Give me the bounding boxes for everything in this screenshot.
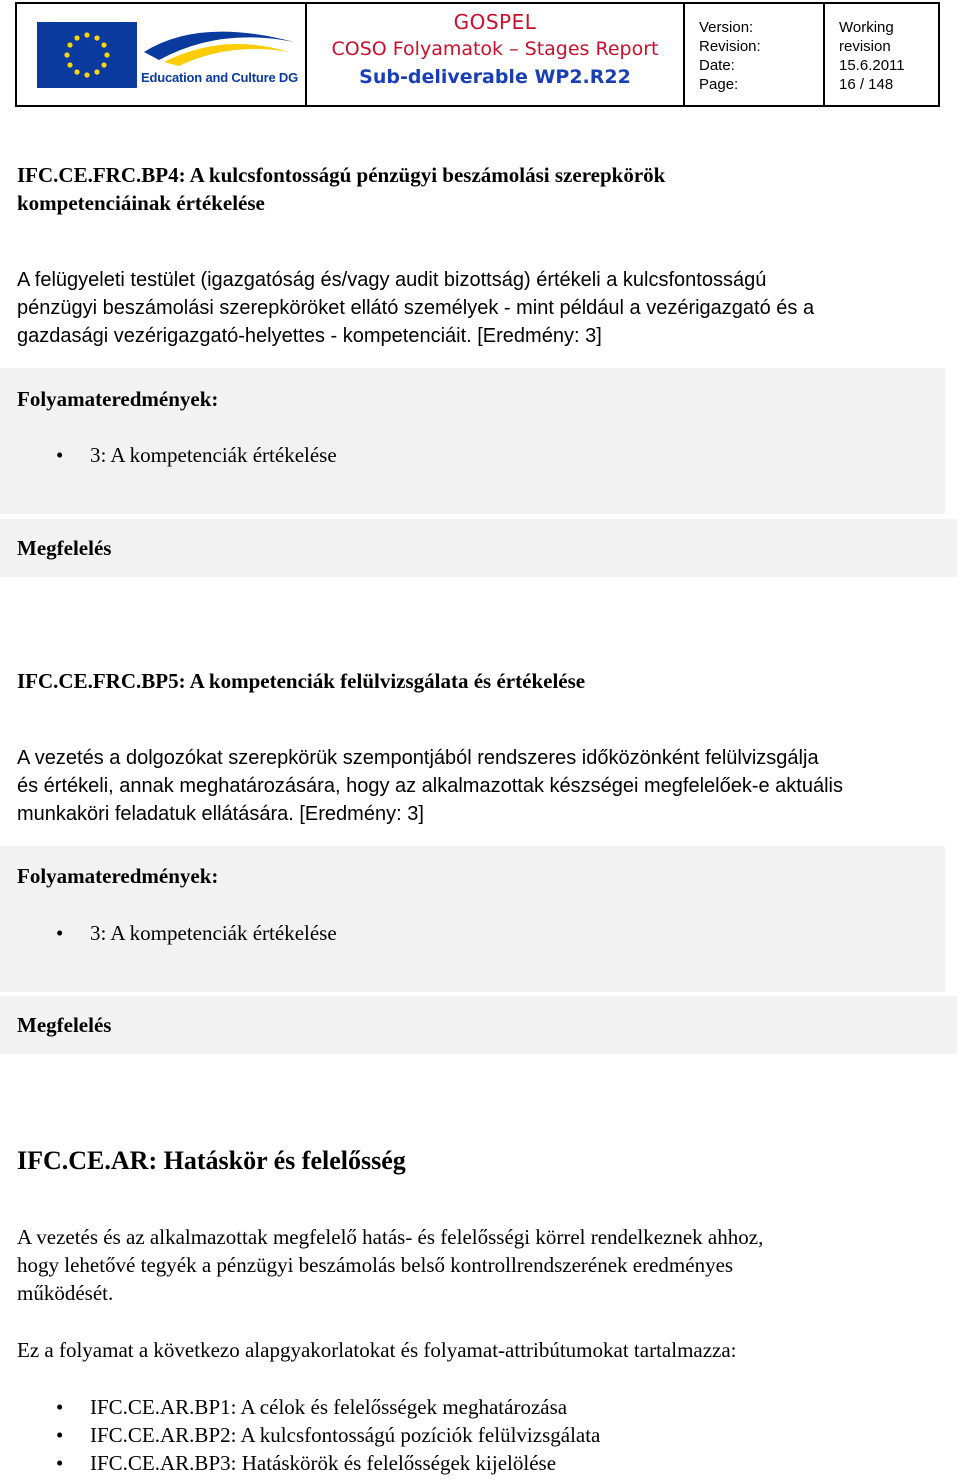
bp5-description-line: munkaköri feladatuk ellátására. [Eredmény: 3] [17, 803, 424, 825]
deliverable-title: Sub-deliverable WP2.R22 [359, 66, 631, 88]
bp5-compliance-box [0, 996, 957, 1054]
date-label: Date: [699, 57, 735, 74]
ar-practices-list [17, 1393, 600, 1477]
bp4-heading [17, 161, 665, 217]
bp4-compliance-label: Megfelelés [17, 536, 112, 560]
version-label: Version: [699, 19, 754, 36]
meta-values-cell [825, 4, 938, 105]
list-item: • IFC.CE.AR.BP1: A célok és felelősségek meghatározása [17, 1393, 600, 1421]
meta-labels-cell [685, 4, 825, 105]
bp4-heading-line: kompetenciáinak értékelése [17, 191, 265, 215]
bp4-results-label: Folyamateredmények: [17, 387, 219, 411]
bp5-compliance-label: Megfelelés [17, 1013, 112, 1037]
bp5-results-label: Folyamateredmények: [17, 864, 219, 888]
ar-description-line: A vezetés és az alkalmazottak megfelelő hatás- és felelősségi körrel rendelkeznek ahhoz, [17, 1225, 764, 1249]
report-title: COSO Folyamatok – Stages Report [331, 38, 659, 60]
ar-heading: IFC.CE.AR: Hatáskör és felelősség [17, 1146, 406, 1175]
bp5-results-list [17, 919, 337, 947]
revision-label: Revision: [699, 38, 761, 55]
page-label: Page: [699, 76, 739, 93]
bp4-compliance-box [0, 519, 957, 577]
bp5-description [17, 744, 843, 828]
bp5-heading: IFC.CE.FRC.BP5: A kompetenciák felülvizsgálata és értékelése [17, 669, 586, 693]
document-header [15, 2, 940, 107]
bp4-description-line: pénzügyi beszámolási szerepköröket ellátó személyek - mint például a vezérigazgató és a [17, 297, 815, 319]
project-title: GOSPEL [453, 10, 537, 34]
ar-description-line: hogy lehetővé tegyék a pénzügyi beszámolás belső kontrollrendszerének eredményes [17, 1253, 734, 1277]
bp5-description-line: A vezetés a dolgozókat szerepkörük szempontjából rendszeres időközönként felülvizsgálja [17, 747, 819, 769]
list-item: • 3: A kompetenciák értékelése [17, 919, 337, 947]
list-item: • IFC.CE.AR.BP2: A kulcsfontosságú pozíciók felülvizsgálata [17, 1421, 600, 1449]
ar-description [17, 1223, 763, 1307]
bp5-description-line: és értékeli, annak meghatározására, hogy az alkalmazottak készségei megfelelőek-e aktuális [17, 775, 843, 797]
bp4-heading-line: IFC.CE.FRC.BP4: A kulcsfontosságú pénzügyi beszámolási szerepkörök [17, 163, 666, 187]
bp4-description-line: A felügyeleti testület (igazgatóság és/vagy audit bizottság) értékeli a kulcsfontosságú [17, 269, 767, 291]
logo-caption: Education and Culture DG [141, 70, 298, 85]
ar-description-line: működését. [17, 1281, 114, 1305]
swoosh-logo [139, 22, 299, 67]
bp4-description-line: gazdasági vezérigazgató-helyettes - kompetenciáit. [Eredmény: 3] [17, 325, 602, 347]
ar-intro: Ez a folyamat a következo alapgyakorlatokat és folyamat-attribútumokat tartalmazza: [17, 1338, 737, 1362]
list-item: • 3: A kompetenciák értékelése [17, 441, 337, 469]
page-number: 16 / 148 [839, 76, 894, 93]
logo-cell [17, 4, 307, 105]
eu-flag-logo [37, 22, 137, 88]
title-cell [307, 4, 685, 105]
bp4-description [17, 266, 814, 350]
bp4-results-list [17, 441, 337, 469]
list-item: • IFC.CE.AR.BP3: Hatáskörök és felelősségek kijelölése [17, 1449, 600, 1477]
revision-value: revision [839, 38, 891, 55]
version-value: Working [839, 19, 894, 36]
date-value: 15.6.2011 [839, 57, 905, 74]
